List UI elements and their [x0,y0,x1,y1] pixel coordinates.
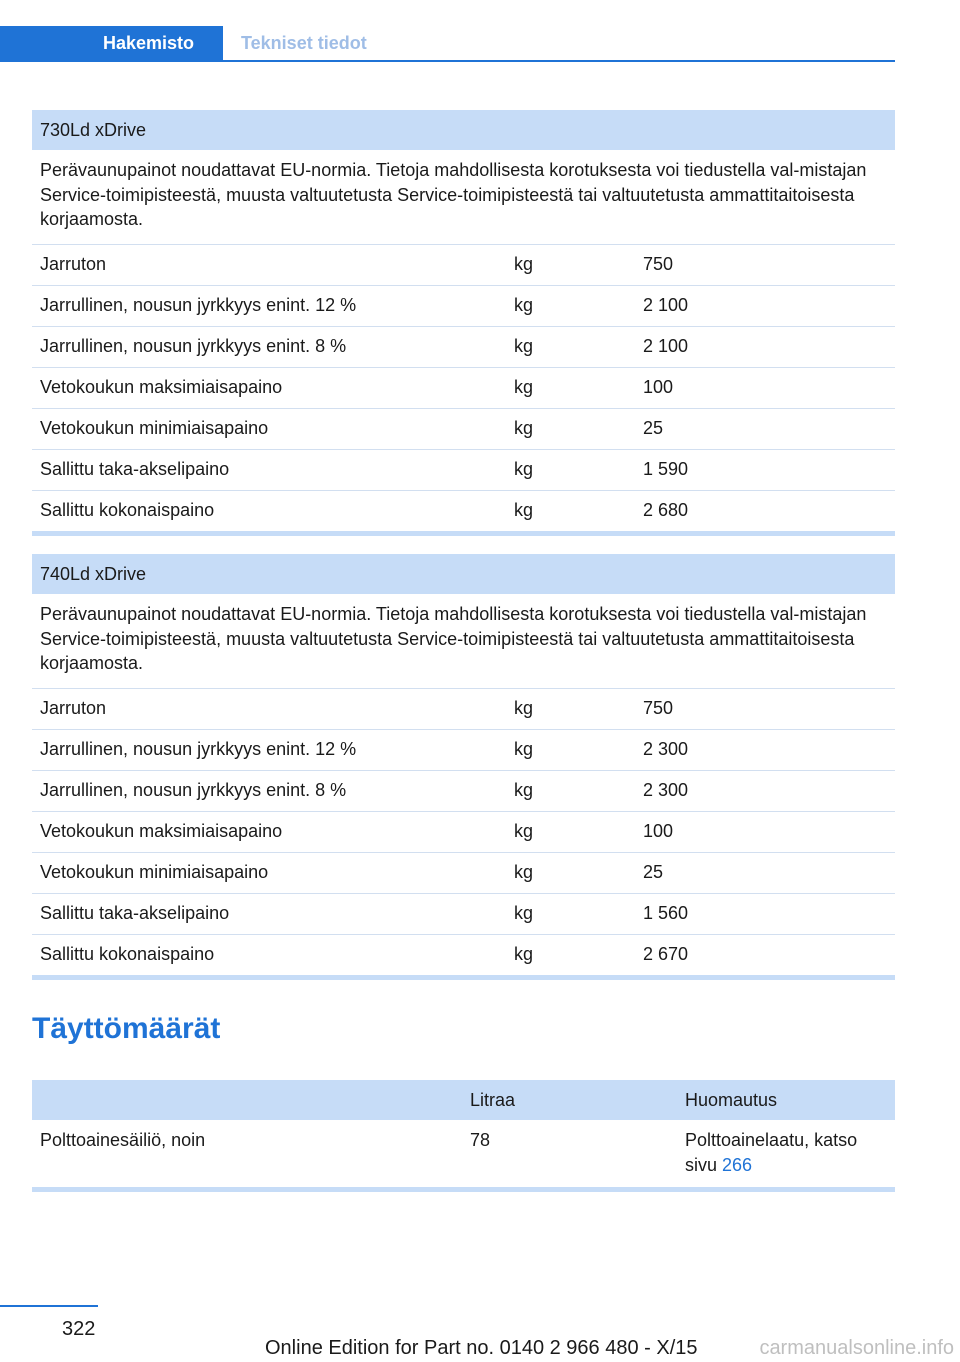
row-value: 25 [643,418,664,438]
section-title: Täyttömäärät [32,1012,221,1045]
row-label: Sallittu taka-akselipaino [40,459,230,479]
row-value: 2 670 [643,944,689,964]
watermark: carmanualsonline.info [759,1337,954,1359]
edition-text: Online Edition for Part no. 0140 2 966 480 - X/15 [265,1337,698,1359]
tab-hakemisto[interactable]: Hakemisto [0,26,223,60]
row-label: Jarruton [40,254,107,274]
row-unit: kg [514,377,534,397]
table-row [32,450,895,491]
table-row [32,935,895,975]
row-label: Vetokoukun minimiaisapaino [40,418,269,438]
row-value: 750 [643,254,674,274]
row-unit: kg [514,418,534,438]
top-navigation [0,26,367,60]
table-row [32,689,895,730]
row-value: 2 680 [643,500,689,520]
table-row [32,409,895,450]
row-unit: kg [514,500,534,520]
table-end-bar [32,1187,895,1192]
table-row [32,327,895,368]
row-note [677,1128,895,1177]
row-value: 2 300 [643,739,689,759]
row-label: Vetokoukun minimiaisapaino [40,862,269,882]
row-label: Sallittu kokonaispaino [40,944,215,964]
footer-divider [0,1305,98,1307]
table-row [32,245,895,286]
table-description: Perävaunupainot noudattavat EU-normia. Tietoja mahdollisesta korotuksesta voi tiedustella val-mistajan Service-toimipisteestä, muusta valtuutetusta Service-toimipisteestä tai valtuutetusta ammattitaitoisesta korjaamosta. [32,150,895,245]
nav-divider [0,60,895,62]
page-number: 322 [62,1318,96,1340]
row-value: 2 100 [643,295,689,315]
row-unit: kg [514,862,534,882]
row-value: 1 560 [643,903,689,923]
page-link[interactable]: 266 [722,1154,753,1175]
row-unit: kg [514,254,534,274]
row-unit: kg [514,821,534,841]
row-label: Jarrullinen, nousun jyrkkyys enint. 8 % [40,780,347,800]
row-label: Jarrullinen, nousun jyrkkyys enint. 12 % [40,295,357,315]
row-value: 25 [643,862,664,882]
weights-table-740ld [32,554,895,980]
row-label: Jarrullinen, nousun jyrkkyys enint. 12 % [40,739,357,759]
row-unit: kg [514,903,534,923]
fill-quantities-table [32,1080,895,1192]
row-value: 2 100 [643,336,689,356]
row-unit: kg [514,780,534,800]
table-row [32,286,895,327]
note-prefix: sivu [685,1154,718,1175]
table-description: Perävaunupainot noudattavat EU-normia. Tietoja mahdollisesta korotuksesta voi tiedustella val-mistajan Service-toimipisteestä, muusta valtuutetusta Service-toimipisteestä tai valtuutetusta ammattitaitoisesta korjaamosta. [32,594,895,689]
row-unit: kg [514,459,534,479]
note-text: Polttoainelaatu, katso [685,1130,858,1150]
row-label: Jarrullinen, nousun jyrkkyys enint. 8 % [40,336,347,356]
row-unit: kg [514,295,534,315]
weights-table-730ld [32,110,895,536]
row-unit: kg [514,739,534,759]
row-unit: kg [514,698,534,718]
table-end-bar [32,531,895,536]
table-header: 740Ld xDrive [32,554,895,594]
row-label: Vetokoukun maksimiaisapaino [40,377,283,397]
table-end-bar [32,975,895,980]
row-label: Vetokoukun maksimiaisapaino [40,821,283,841]
row-label: Sallittu taka-akselipaino [40,903,230,923]
row-unit: kg [514,944,534,964]
row-label: Sallittu kokonaispaino [40,500,215,520]
table-row [32,894,895,935]
table-row [32,771,895,812]
row-value: 1 590 [643,459,689,479]
table-row [32,812,895,853]
tab-tekniset-tiedot[interactable]: Tekniset tiedot [241,33,367,53]
table-row [32,1120,895,1187]
row-value: 2 300 [643,780,689,800]
table-row [32,491,895,531]
row-label: Polttoainesäiliö, noin [40,1130,206,1150]
row-label: Jarruton [40,698,107,718]
table-row [32,853,895,894]
row-value: 100 [643,377,674,397]
table-header-row [32,1080,895,1120]
header-litraa: Litraa [470,1089,516,1110]
table-row [32,730,895,771]
row-value: 100 [643,821,674,841]
table-header: 730Ld xDrive [32,110,895,150]
table-row [32,368,895,409]
row-value: 78 [470,1130,491,1150]
row-unit: kg [514,336,534,356]
row-value: 750 [643,698,674,718]
header-huomautus: Huomautus [685,1089,778,1110]
